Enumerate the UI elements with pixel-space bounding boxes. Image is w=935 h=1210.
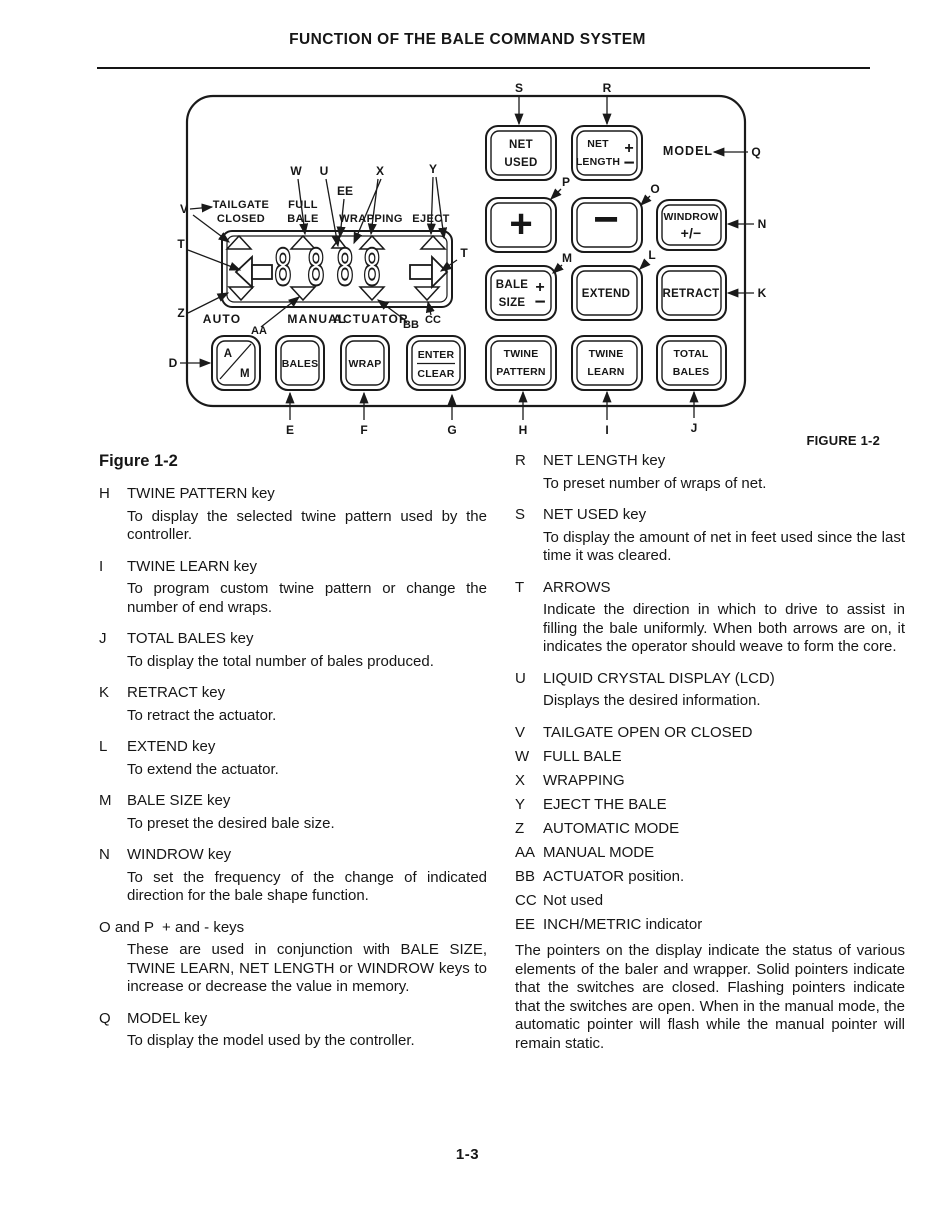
key-windrow: [657, 200, 726, 250]
definition-item-m: [99, 792, 487, 833]
definition-item-u: [515, 670, 905, 711]
callout-t-left: T: [177, 237, 185, 251]
definition-key: V: [515, 723, 526, 741]
definition-key: W: [515, 747, 530, 765]
control-panel-diagram: [0, 76, 935, 448]
definition-item-o-p: [99, 919, 487, 997]
key-label: +/−: [680, 225, 702, 241]
definition-key: H: [99, 485, 110, 502]
definition-item-i: [99, 558, 487, 618]
lcd-digit: 8: [335, 238, 355, 298]
minus-icon: −: [593, 195, 619, 244]
definition-desc: To preset number of wraps of net.: [543, 474, 767, 492]
definition-desc: Indicate the direction in which to drive to assist in filling the bale uniformly. When both arrows are on, it indicates the operator should weave to form the core.: [543, 601, 905, 655]
label-actuator: ACTUATOR: [333, 312, 409, 326]
definition-item-s: [515, 506, 905, 566]
model-key-label: MODEL: [662, 144, 714, 158]
definition-key: AA: [515, 843, 536, 861]
key-plus: [486, 198, 556, 252]
definition-key: U: [515, 669, 526, 687]
callout-d: D: [168, 356, 178, 370]
definition-term: WRAPPING: [543, 771, 625, 789]
key-bale-size: [486, 266, 556, 320]
key-label: EXTEND: [581, 288, 631, 300]
definition-term: LIQUID CRYSTAL DISPLAY (LCD): [543, 669, 775, 687]
definition-term: Not used: [543, 891, 604, 909]
key-label: TWINE: [588, 348, 624, 360]
plus-icon: +: [535, 279, 545, 296]
definition-term: TOTAL BALES key: [127, 630, 254, 647]
callout-g: G: [447, 423, 457, 437]
definition-desc: To retract the actuator.: [127, 706, 277, 724]
definition-key: Y: [515, 795, 526, 813]
definition-term: EXTEND key: [127, 738, 216, 755]
definition-item-w: [515, 748, 905, 767]
key-label: PATTERN: [496, 366, 546, 378]
figure-heading: Figure 1-2: [99, 452, 178, 470]
definition-item-v: [515, 724, 905, 743]
key-label: RETRACT: [662, 288, 720, 300]
definition-key: EE: [515, 915, 536, 933]
definition-desc: To display the selected twine pattern used by the controller.: [127, 507, 487, 543]
key-label: LEARN: [587, 366, 625, 378]
key-label: CLEAR: [417, 368, 455, 380]
definition-item-r: [515, 452, 905, 493]
key-auto-manual: [212, 336, 260, 390]
callout-cc: CC: [425, 314, 441, 326]
definition-desc: To preset the desired bale size.: [127, 814, 335, 832]
key-label: ENTER: [417, 349, 455, 361]
definition-desc: These are used in conjunction with BALE SIZE, TWINE LEARN, NET LENGTH or WINDROW keys to increase or decrease the value in memory.: [127, 941, 487, 995]
callout-o: O: [650, 182, 660, 196]
definition-desc: To set the frequency of the change of indicated direction for the bale shape function.: [127, 868, 487, 904]
key-net-length: [572, 126, 642, 180]
definition-desc: Displays the desired information.: [543, 692, 761, 709]
callout-q: Q: [751, 145, 761, 159]
callout-j: J: [690, 421, 698, 435]
key-total-bales: [657, 336, 726, 390]
definition-term: ARROWS: [543, 578, 611, 596]
definition-item-n: [99, 846, 487, 906]
header-divider: [97, 67, 870, 69]
key-label: A: [223, 348, 233, 360]
plus-icon: +: [624, 140, 634, 157]
definition-term: TWINE LEARN key: [127, 557, 258, 575]
label-wrapping: WRAPPING: [339, 213, 403, 225]
key-net-used: [486, 126, 556, 180]
lcd-digit: 8: [362, 238, 382, 298]
definition-term: AUTOMATIC MODE: [543, 819, 680, 837]
definition-key: Z: [515, 819, 525, 837]
callout-ee: EE: [336, 184, 354, 198]
definition-desc: To display the model used by the controller.: [127, 1032, 415, 1049]
definition-term: NET USED key: [543, 506, 647, 523]
key-label: WINDROW: [663, 211, 719, 223]
definition-item-j: [99, 630, 487, 671]
definition-item-x: [515, 772, 905, 791]
key-label: M: [240, 368, 250, 380]
callout-x: X: [375, 164, 385, 178]
callout-z: Z: [177, 306, 185, 320]
pointers-explanation-paragraph: The pointers on the display indicate the status of various elements of the baler and wrapper. Solid pointers indicate that the switches are closed. Flashing pointers indicate that the switches are open. When in the manual mode, the automatic pointer will flash while the manual pointer will remain static.: [515, 942, 905, 1052]
key-label: NET: [587, 138, 609, 150]
callout-r: R: [602, 81, 612, 95]
minus-icon: −: [534, 292, 546, 313]
definition-key: L: [99, 738, 108, 755]
label-manual: MANUAL: [287, 312, 347, 326]
definition-key: S: [515, 506, 526, 523]
definition-desc: To extend the actuator.: [127, 760, 279, 778]
page-number: 1-3: [455, 1146, 480, 1163]
key-label: WRAP: [348, 358, 382, 370]
callout-u: U: [319, 164, 329, 178]
definition-term: WINDROW key: [127, 846, 232, 863]
label-bale: BALE: [287, 213, 319, 225]
callout-p: P: [561, 175, 571, 189]
definition-item-cc: [515, 892, 905, 911]
callout-t-right: T: [460, 246, 468, 260]
definition-desc: To program custom twine pattern or change the number of end wraps.: [127, 580, 487, 616]
label-auto: AUTO: [202, 312, 242, 326]
key-retract: [657, 266, 726, 320]
definition-term: RETRACT key: [127, 684, 226, 701]
minus-icon: −: [623, 153, 635, 174]
callout-v: V: [179, 202, 189, 216]
lcd-digit: 8: [273, 238, 293, 298]
callout-m: M: [562, 251, 572, 265]
definition-term: EJECT THE BALE: [543, 795, 667, 813]
callout-e: E: [285, 423, 295, 437]
callout-f: F: [360, 423, 368, 437]
definition-key: BB: [515, 867, 536, 885]
definition-term: FULL BALE: [543, 747, 622, 765]
label-full: FULL: [288, 199, 318, 211]
key-label: TWINE: [503, 348, 539, 360]
callout-l: L: [648, 248, 656, 262]
definition-item-q: [99, 1010, 487, 1051]
key-extend: [572, 266, 642, 320]
definition-term: TWINE PATTERN key: [127, 485, 275, 502]
definition-item-t: [515, 579, 905, 657]
key-twine-learn: [572, 336, 642, 390]
label-tailgate: TAILGATE: [212, 199, 270, 211]
key-label: USED: [504, 157, 538, 169]
definition-desc: To display the amount of net in feet used since the last time it was cleared.: [543, 528, 905, 564]
definition-item-aa: [515, 844, 905, 863]
definition-key: T: [515, 578, 525, 596]
definition-key: R: [515, 452, 526, 469]
key-label: BALES: [672, 366, 710, 378]
key-label: LENGTH: [575, 156, 621, 168]
key-bales: [276, 336, 324, 390]
key-label: NET: [509, 139, 533, 151]
callout-i: I: [605, 423, 609, 437]
definition-item-z: [515, 820, 905, 839]
callout-y: Y: [428, 162, 438, 176]
key-twine-pattern: [486, 336, 556, 390]
key-minus: [572, 195, 642, 252]
callout-n: N: [757, 217, 767, 231]
definitions-column-right: [515, 452, 905, 1053]
key-wrap: [341, 336, 389, 390]
definition-term: INCH/METRIC indicator: [543, 915, 703, 933]
figure-caption: FIGURE 1-2: [806, 433, 880, 448]
definition-desc: To display the total number of bales produced.: [127, 652, 434, 670]
definition-key: I: [99, 557, 104, 575]
control-panel-figure: [0, 76, 935, 448]
callout-aa: AA: [251, 325, 267, 337]
callout-k: K: [757, 286, 767, 300]
definition-item-k: [99, 684, 487, 725]
key-enter-clear: [407, 336, 465, 390]
callout-s: S: [514, 81, 524, 95]
label-eject: EJECT: [412, 213, 450, 225]
definition-term: BALE SIZE key: [127, 792, 231, 809]
definition-key: M: [99, 792, 112, 809]
key-label: SIZE: [498, 297, 526, 309]
definition-key: K: [99, 684, 110, 701]
key-label: BALES: [281, 358, 319, 370]
definition-term: TAILGATE OPEN OR CLOSED: [543, 723, 753, 741]
definitions-column-left: [99, 452, 487, 1064]
definition-item-ee: [515, 916, 905, 935]
callout-w: W: [290, 164, 302, 178]
lcd-digit: 8: [306, 238, 326, 298]
callout-bb: BB: [403, 319, 419, 331]
definition-key: J: [99, 630, 107, 647]
definition-term: ACTUATOR position.: [543, 867, 685, 885]
key-label: BALE: [495, 279, 529, 291]
definition-item-h: [99, 485, 487, 545]
definition-term: MODEL key: [127, 1009, 208, 1027]
plus-icon: +: [509, 202, 533, 246]
definition-key: CC: [515, 891, 537, 909]
definition-key: O and P: [99, 918, 155, 936]
label-closed: CLOSED: [216, 213, 266, 225]
definition-term: MANUAL MODE: [543, 843, 655, 861]
definition-term: + and - keys: [162, 918, 245, 936]
key-label: TOTAL: [673, 348, 709, 360]
definition-item-bb: [515, 868, 905, 887]
definition-item-l: [99, 738, 487, 779]
definition-term: NET LENGTH key: [543, 452, 666, 469]
callout-h: H: [518, 423, 528, 437]
definition-item-y: [515, 796, 905, 815]
definition-key: X: [515, 771, 526, 789]
definition-key: Q: [99, 1009, 111, 1027]
definition-key: N: [99, 846, 110, 863]
page-title: FUNCTION OF THE BALE COMMAND SYSTEM: [289, 31, 646, 48]
